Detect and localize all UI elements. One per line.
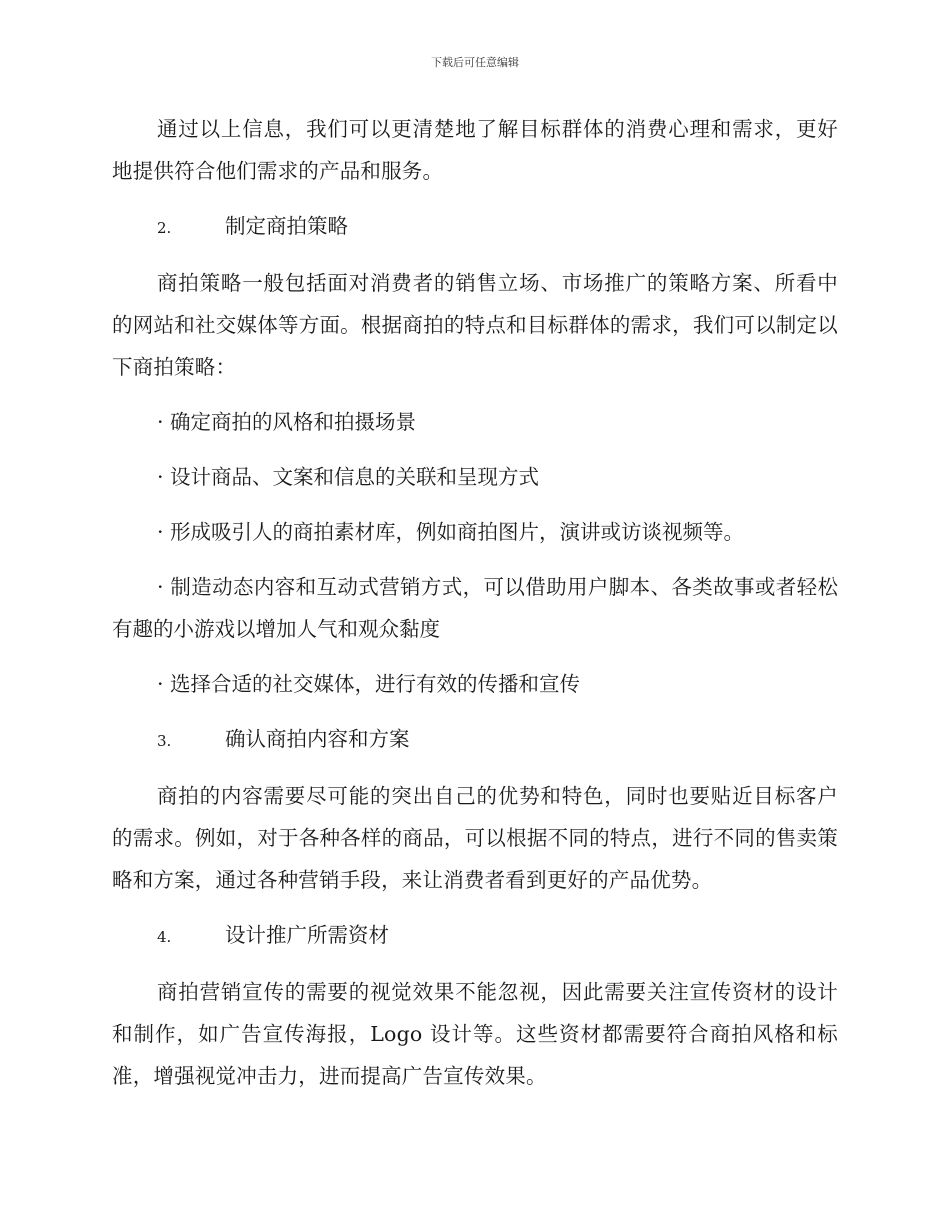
section-title: 确认商拍内容和方案 — [225, 727, 410, 751]
section-number: 2. — [157, 219, 172, 237]
spacer — [112, 762, 838, 775]
section-title: 设计推广所需资材 — [225, 923, 389, 947]
section-number: 3. — [157, 732, 172, 750]
document-body — [112, 108, 838, 1097]
section-heading-3 — [112, 718, 838, 762]
spacer — [112, 901, 838, 914]
spacer — [112, 553, 838, 566]
header-note: 下载后可任意编辑 — [431, 56, 519, 69]
bullet-item: · 制造动态内容和互动式营销方式，可以借助用户脚本、各类故事或者轻松有趣的小游戏以增加人气和观众黏度 — [112, 575, 838, 641]
bullet-item: · 确定商拍的风格和拍摄场景 — [157, 410, 417, 434]
spacer — [112, 249, 838, 262]
bullet-item: · 选择合适的社交媒体，进行有效的传播和宣传 — [157, 672, 581, 696]
bullet-item: · 形成吸引人的商拍素材库，例如商拍图片，演讲或访谈视频等。 — [157, 520, 745, 544]
section-3-paragraph: 商拍的内容需要尽可能的突出自己的优势和特色，同时也要贴近目标客户的需求。例如，对于各种各样的商品，可以根据不同的特点，进行不同的售卖策略和方案，通过各种营销手段，来让消费者看到更好的产品优势。 — [112, 784, 838, 892]
spacer — [112, 958, 838, 971]
section-2-paragraph: 商拍策略一般包括面对消费者的销售立场、市场推广的策略方案、所看中的网站和社交媒体等方面。根据商拍的特点和目标群体的需求，我们可以制定以下商拍策略： — [112, 271, 838, 379]
spacer — [112, 705, 838, 718]
section-number: 4. — [157, 928, 172, 946]
section-heading-4 — [112, 914, 838, 958]
spacer — [112, 443, 838, 456]
bullet-item: · 设计商品、文案和信息的关联和呈现方式 — [157, 465, 540, 489]
section-4-paragraph: 商拍营销宣传的需要的视觉效果不能忽视，因此需要关注宣传资材的设计和制作，如广告宣传海报，Logo 设计等。这些资材都需要符合商拍风格和标准，增强视觉冲击力，进而提高广告宣传效果。 — [112, 980, 838, 1088]
spacer — [112, 192, 838, 205]
spacer — [112, 388, 838, 401]
intro-paragraph: 通过以上信息，我们可以更清楚地了解目标群体的消费心理和需求，更好地提供符合他们需求的产品和服务。 — [112, 117, 838, 183]
spacer — [112, 650, 838, 663]
section-title: 制定商拍策略 — [225, 214, 348, 238]
section-heading-2 — [112, 205, 838, 249]
spacer — [112, 498, 838, 511]
